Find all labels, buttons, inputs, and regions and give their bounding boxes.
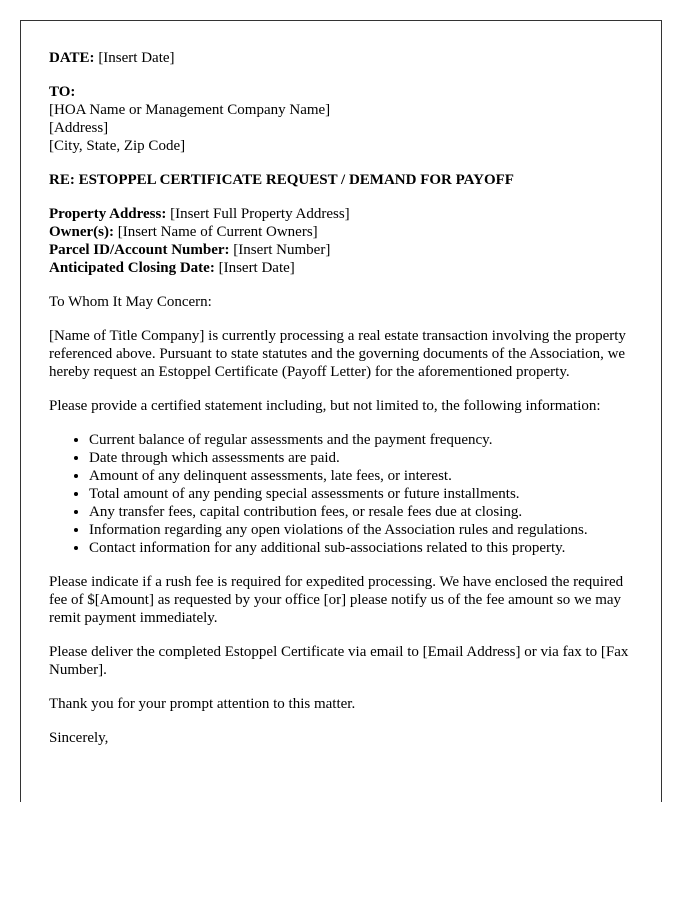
body-paragraph: Please deliver the completed Estoppel Certificate via email to [Email Address] or via fax to [Fax Number].: [49, 644, 629, 678]
list-item: • Contact information for any additional sub-associations related to this property.: [89, 539, 633, 557]
list-item: • Current balance of regular assessments and the payment frequency.: [89, 431, 633, 449]
list-item: • Any transfer fees, capital contribution fees, or resale fees due at closing.: [89, 503, 633, 521]
body-paragraph: Thank you for your prompt attention to this matter.: [49, 696, 356, 712]
body-paragraph: Please indicate if a rush fee is required for expedited processing. We have enclosed the required fee of $[Amount] as requested by your office [or] please notify us of the fee amount so we may remit payment immediately.: [49, 574, 624, 626]
letter-page: [20, 20, 662, 802]
salutation: To Whom It May Concern:: [49, 294, 212, 310]
signoff: Sincerely,: [49, 730, 109, 746]
date-line: DATE: [Insert Date]: [49, 50, 175, 66]
body-paragraph: [Name of Title Company] is currently processing a real estate transaction involving the property referenced above. Pursuant to state statutes and the governing documents of the Association, we hereby request an Estoppel Certificate (Payoff Letter) for the aforementioned property.: [49, 328, 626, 380]
body-paragraph: Please provide a certified statement including, but not limited to, the following information:: [49, 398, 601, 414]
recipient-block: TO: [HOA Name or Management Company Name] [Address] [City, State, Zip Code]: [49, 84, 331, 154]
list-item: • Total amount of any pending special assessments or future installments.: [89, 485, 633, 503]
request-list: [49, 431, 633, 557]
list-item: • Information regarding any open violations of the Association rules and regulations.: [89, 521, 633, 539]
list-item: • Date through which assessments are paid.: [89, 449, 633, 467]
list-item: • Amount of any delinquent assessments, late fees, or interest.: [89, 467, 633, 485]
subject-line: RE: ESTOPPEL CERTIFICATE REQUEST / DEMAND FOR PAYOFF: [49, 172, 514, 188]
property-details: Property Address: [Insert Full Property Address] Owner(s): [Insert Name of Current Owners] Parcel ID/Account Number: [Insert Number] Anticipated Closing Date: [Insert Date]: [49, 206, 350, 276]
